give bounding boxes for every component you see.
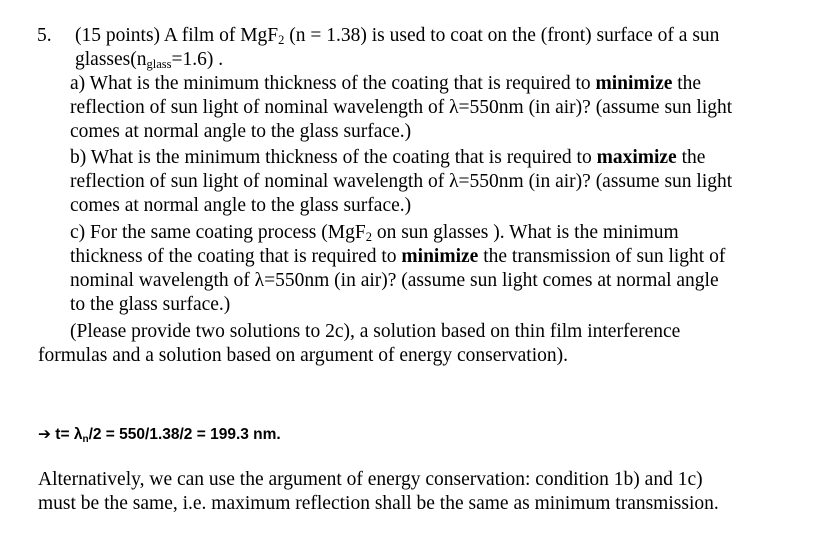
problem-intro-line-1: (15 points) A film of MgF$_2$ (n = 1.38) is used to coat on the (front) surface of a sun bbox=[75, 25, 720, 47]
problem-intro-line-2: $glasses(n_{glass}=1.6)$ . bbox=[75, 49, 224, 71]
note-line-1: (Please provide two solutions to 2c), a solution based on thin film interference bbox=[70, 321, 681, 342]
part-a-line-2: reflection of sun light of nominal wavelength of λ=550nm (in air)? (assume sun light bbox=[70, 97, 733, 118]
part-a-line-1: a) What is the minimum thickness of the coating that is required to minimize the bbox=[70, 73, 702, 94]
part-c-line-4: to the glass surface.) bbox=[70, 294, 231, 315]
problem-number: 5. bbox=[37, 25, 52, 46]
part-b-line-1: b) What is the minimum thickness of the coating that is required to maximize the bbox=[70, 147, 706, 168]
answer-line: ➔ $t= \lambda_n/2 = 550/1.38/2 = 199.3$ nm. bbox=[38, 426, 281, 445]
part-c-line-3: nominal wavelength of λ=550nm (in air)? (assume sun light comes at normal angle bbox=[70, 270, 719, 291]
part-b-line-2: reflection of sun light of nominal wavelength of λ=550nm (in air)? (assume sun light bbox=[70, 171, 733, 192]
note-line-2: formulas and a solution based on argument of energy conservation). bbox=[38, 345, 568, 366]
part-a-line-3: comes at normal angle to the glass surface.) bbox=[70, 121, 412, 142]
part-c-line-1: c) For the same coating process (MgF$_2$ on sun glasses ). What is the minimum bbox=[70, 222, 679, 244]
alternative-line-1: Alternatively, we can use the argument of energy conservation: condition 1b) and 1c) bbox=[38, 469, 703, 490]
part-c-line-2: thickness of the coating that is required to minimize the transmission of sun light of bbox=[70, 246, 726, 267]
alternative-line-2: must be the same, i.e. maximum reflection shall be the same as minimum transmission. bbox=[38, 493, 719, 514]
part-b-line-3: comes at normal angle to the glass surface.) bbox=[70, 195, 412, 216]
arrow-icon: ➔ bbox=[38, 426, 51, 443]
